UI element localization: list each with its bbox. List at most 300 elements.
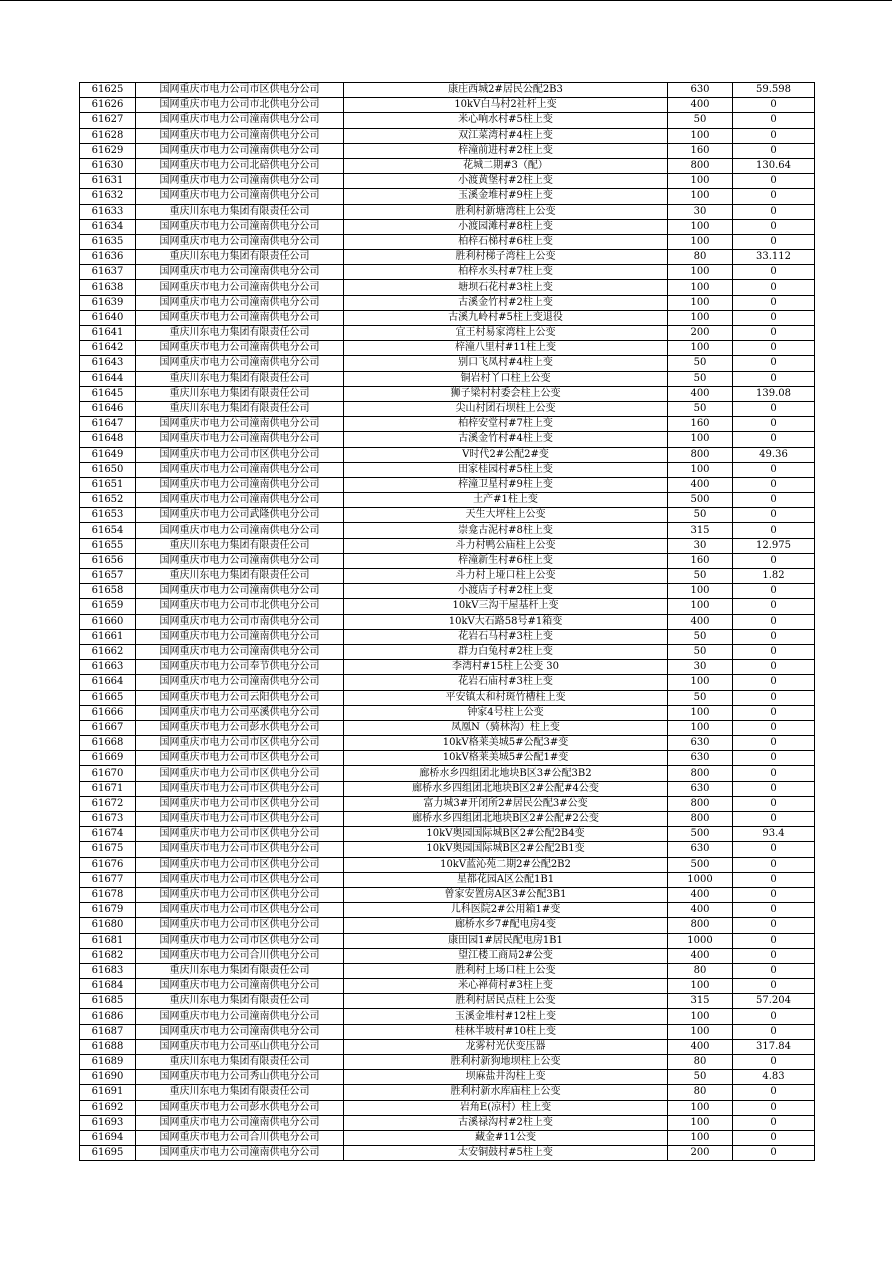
transformer-name-cell: 别口飞凤村#4柱上变	[344, 356, 668, 371]
company-cell: 国网重庆市电力公司市区供电分公司	[136, 872, 344, 887]
value-cell: 4.83	[733, 1070, 815, 1085]
capacity-cell: 50	[668, 629, 733, 644]
table-row	[80, 98, 815, 113]
company-cell: 国网重庆市电力公司潼南供电分公司	[136, 979, 344, 994]
transformer-name-cell: 土产#1柱上变	[344, 493, 668, 508]
table-row	[80, 538, 815, 553]
capacity-cell: 100	[668, 720, 733, 735]
row-id-cell: 61677	[80, 872, 136, 887]
capacity-cell: 100	[668, 295, 733, 310]
transformer-name-cell: 10kV格莱美城5#公配1#变	[344, 751, 668, 766]
capacity-cell: 1000	[668, 933, 733, 948]
capacity-cell: 100	[668, 219, 733, 234]
value-cell: 0	[733, 796, 815, 811]
table-row	[80, 705, 815, 720]
value-cell: 0	[733, 341, 815, 356]
transformer-name-cell: 太安铜鼓村#5柱上变	[344, 1146, 668, 1161]
table-row	[80, 1070, 815, 1085]
value-cell: 0	[733, 280, 815, 295]
transformer-name-cell: 玉溪金堆村#9柱上变	[344, 189, 668, 204]
capacity-cell: 100	[668, 705, 733, 720]
row-id-cell: 61670	[80, 766, 136, 781]
transformer-name-cell: 米心响水村#5柱上变	[344, 113, 668, 128]
value-cell: 0	[733, 979, 815, 994]
value-cell: 0	[733, 432, 815, 447]
company-cell: 国网重庆市电力公司市北供电分公司	[136, 98, 344, 113]
value-cell: 0	[733, 113, 815, 128]
capacity-cell: 800	[668, 447, 733, 462]
value-cell: 93.4	[733, 827, 815, 842]
table-row	[80, 979, 815, 994]
table-row	[80, 1085, 815, 1100]
company-cell: 国网重庆市电力公司潼南供电分公司	[136, 477, 344, 492]
capacity-cell: 100	[668, 174, 733, 189]
company-cell: 国网重庆市电力公司市区供电分公司	[136, 766, 344, 781]
transformer-name-cell: 星都花园A区公配1B1	[344, 872, 668, 887]
capacity-cell: 800	[668, 918, 733, 933]
transformer-name-cell: 斗力村上垭口柱上公变	[344, 569, 668, 584]
table-row	[80, 1039, 815, 1054]
row-id-cell: 61658	[80, 584, 136, 599]
table-row	[80, 690, 815, 705]
table-row	[80, 234, 815, 249]
value-cell: 49.36	[733, 447, 815, 462]
transformer-name-cell: 古溪九岭村#5柱上变退役	[344, 310, 668, 325]
table-row	[80, 569, 815, 584]
transformer-name-cell: 狮子梁村村委会柱上公变	[344, 386, 668, 401]
transformer-name-cell: 尖山村团石坝柱上公变	[344, 401, 668, 416]
company-cell: 国网重庆市电力公司潼南供电分公司	[136, 234, 344, 249]
value-cell: 0	[733, 1100, 815, 1115]
capacity-cell: 200	[668, 326, 733, 341]
capacity-cell: 315	[668, 994, 733, 1009]
value-cell: 0	[733, 629, 815, 644]
row-id-cell: 61639	[80, 295, 136, 310]
table-row	[80, 447, 815, 462]
capacity-cell: 100	[668, 1009, 733, 1024]
capacity-cell: 50	[668, 371, 733, 386]
row-id-cell: 61635	[80, 234, 136, 249]
transformer-name-cell: 梓潼卫星村#9柱上变	[344, 477, 668, 492]
company-cell: 重庆川东电力集团有限责任公司	[136, 1055, 344, 1070]
company-cell: 国网重庆市电力公司潼南供电分公司	[136, 341, 344, 356]
capacity-cell: 800	[668, 796, 733, 811]
value-cell: 0	[733, 477, 815, 492]
transformer-name-cell: 曾家安置房A区3#公配3B1	[344, 887, 668, 902]
table-row	[80, 720, 815, 735]
transformer-name-cell: 桂林半坡村#10柱上变	[344, 1024, 668, 1039]
capacity-cell: 630	[668, 736, 733, 751]
value-cell: 0	[733, 675, 815, 690]
company-cell: 重庆川东电力集团有限责任公司	[136, 371, 344, 386]
company-cell: 国网重庆市电力公司潼南供电分公司	[136, 417, 344, 432]
transformer-name-cell: 小渡店子村#2柱上变	[344, 584, 668, 599]
transformer-name-cell: 胜利村新水库庙柱上公变	[344, 1085, 668, 1100]
capacity-cell: 500	[668, 857, 733, 872]
transformer-name-cell: 钟家4号柱上公变	[344, 705, 668, 720]
table-row	[80, 584, 815, 599]
table-row	[80, 174, 815, 189]
table-body	[80, 83, 815, 1161]
company-cell: 重庆川东电力集团有限责任公司	[136, 386, 344, 401]
row-id-cell: 61672	[80, 796, 136, 811]
capacity-cell: 400	[668, 948, 733, 963]
table-row	[80, 857, 815, 872]
row-id-cell: 61688	[80, 1039, 136, 1054]
transformer-name-cell: 崇龛古泥村#8柱上变	[344, 523, 668, 538]
value-cell: 0	[733, 143, 815, 158]
company-cell: 重庆川东电力集团有限责任公司	[136, 963, 344, 978]
row-id-cell: 61669	[80, 751, 136, 766]
value-cell: 0	[733, 644, 815, 659]
value-cell: 0	[733, 584, 815, 599]
row-id-cell: 61689	[80, 1055, 136, 1070]
row-id-cell: 61644	[80, 371, 136, 386]
transformer-name-cell: 康田园1#居民配电房1B1	[344, 933, 668, 948]
value-cell: 0	[733, 1055, 815, 1070]
transformer-name-cell: 富力城3#开闭所2#居民公配3#公变	[344, 796, 668, 811]
table-row	[80, 113, 815, 128]
capacity-cell: 400	[668, 614, 733, 629]
row-id-cell: 61632	[80, 189, 136, 204]
company-cell: 重庆川东电力集团有限责任公司	[136, 994, 344, 1009]
row-id-cell: 61694	[80, 1130, 136, 1145]
row-id-cell: 61649	[80, 447, 136, 462]
row-id-cell: 61631	[80, 174, 136, 189]
capacity-cell: 50	[668, 690, 733, 705]
transformer-name-cell: 胜利村新塘湾柱上公变	[344, 204, 668, 219]
table-row	[80, 1055, 815, 1070]
value-cell: 0	[733, 1009, 815, 1024]
row-id-cell: 61671	[80, 781, 136, 796]
capacity-cell: 630	[668, 83, 733, 98]
table-row	[80, 660, 815, 675]
row-id-cell: 61646	[80, 401, 136, 416]
value-cell: 0	[733, 1085, 815, 1100]
company-cell: 国网重庆市电力公司潼南供电分公司	[136, 1146, 344, 1161]
company-cell: 国网重庆市电力公司潼南供电分公司	[136, 675, 344, 690]
capacity-cell: 100	[668, 189, 733, 204]
table-row	[80, 401, 815, 416]
value-cell: 0	[733, 326, 815, 341]
value-cell: 59.598	[733, 83, 815, 98]
table-row	[80, 265, 815, 280]
transformer-name-cell: 群力白兔村#2柱上变	[344, 644, 668, 659]
value-cell: 0	[733, 401, 815, 416]
row-id-cell: 61638	[80, 280, 136, 295]
capacity-cell: 80	[668, 250, 733, 265]
row-id-cell: 61663	[80, 660, 136, 675]
value-cell: 0	[733, 690, 815, 705]
row-id-cell: 61686	[80, 1009, 136, 1024]
value-cell: 0	[733, 720, 815, 735]
value-cell: 0	[733, 1024, 815, 1039]
table-row	[80, 493, 815, 508]
company-cell: 国网重庆市电力公司潼南供电分公司	[136, 1024, 344, 1039]
row-id-cell: 61626	[80, 98, 136, 113]
table-row	[80, 781, 815, 796]
row-id-cell: 61627	[80, 113, 136, 128]
value-cell: 1.82	[733, 569, 815, 584]
value-cell: 0	[733, 174, 815, 189]
transformer-name-cell: 梓潼新生村#6柱上变	[344, 553, 668, 568]
transformer-name-cell: 平安镇太和村斑竹槽柱上变	[344, 690, 668, 705]
row-id-cell: 61659	[80, 599, 136, 614]
company-cell: 国网重庆市电力公司市区供电分公司	[136, 796, 344, 811]
transformer-name-cell: 塘坝石花村#3柱上变	[344, 280, 668, 295]
row-id-cell: 61665	[80, 690, 136, 705]
value-cell: 0	[733, 766, 815, 781]
table-row	[80, 553, 815, 568]
value-cell: 0	[733, 553, 815, 568]
transformer-name-cell: 古溪禄沟村#2柱上变	[344, 1115, 668, 1130]
transformer-name-cell: 花岩石马村#3柱上变	[344, 629, 668, 644]
company-cell: 国网重庆市电力公司潼南供电分公司	[136, 584, 344, 599]
company-cell: 国网重庆市电力公司彭水供电分公司	[136, 720, 344, 735]
row-id-cell: 61690	[80, 1070, 136, 1085]
capacity-cell: 30	[668, 538, 733, 553]
transformer-name-cell: 天生大坪柱上公变	[344, 508, 668, 523]
row-id-cell: 61660	[80, 614, 136, 629]
transformer-name-cell: 米心禅荷村#3柱上变	[344, 979, 668, 994]
company-cell: 国网重庆市电力公司潼南供电分公司	[136, 189, 344, 204]
value-cell: 0	[733, 234, 815, 249]
company-cell: 重庆川东电力集团有限责任公司	[136, 250, 344, 265]
row-id-cell: 61636	[80, 250, 136, 265]
table-row	[80, 766, 815, 781]
company-cell: 国网重庆市电力公司彭水供电分公司	[136, 1100, 344, 1115]
company-cell: 国网重庆市电力公司合川供电分公司	[136, 948, 344, 963]
transformer-name-cell: 10kV大石路58号#1箱变	[344, 614, 668, 629]
table-row	[80, 842, 815, 857]
company-cell: 国网重庆市电力公司武隆供电分公司	[136, 508, 344, 523]
capacity-cell: 100	[668, 1100, 733, 1115]
table-row	[80, 128, 815, 143]
value-cell: 0	[733, 523, 815, 538]
capacity-cell: 400	[668, 1039, 733, 1054]
capacity-cell: 50	[668, 1070, 733, 1085]
capacity-cell: 630	[668, 751, 733, 766]
company-cell: 国网重庆市电力公司云阳供电分公司	[136, 690, 344, 705]
capacity-cell: 100	[668, 1024, 733, 1039]
transformer-name-cell: 梓潼八里村#11柱上变	[344, 341, 668, 356]
table-row	[80, 143, 815, 158]
capacity-cell: 500	[668, 827, 733, 842]
value-cell: 0	[733, 736, 815, 751]
table-row	[80, 280, 815, 295]
company-cell: 国网重庆市电力公司市区供电分公司	[136, 83, 344, 98]
row-id-cell: 61628	[80, 128, 136, 143]
table-row	[80, 295, 815, 310]
table-row	[80, 736, 815, 751]
company-cell: 国网重庆市电力公司合川供电分公司	[136, 1130, 344, 1145]
row-id-cell: 61650	[80, 462, 136, 477]
row-id-cell: 61648	[80, 432, 136, 447]
row-id-cell: 61666	[80, 705, 136, 720]
company-cell: 国网重庆市电力公司潼南供电分公司	[136, 280, 344, 295]
value-cell: 0	[733, 842, 815, 857]
row-id-cell: 61678	[80, 887, 136, 902]
company-cell: 国网重庆市电力公司潼南供电分公司	[136, 1115, 344, 1130]
row-id-cell: 61683	[80, 963, 136, 978]
table-row	[80, 629, 815, 644]
value-cell: 0	[733, 963, 815, 978]
transformer-name-cell: 10kV奥园国际城B区2#公配2B4变	[344, 827, 668, 842]
value-cell: 0	[733, 933, 815, 948]
row-id-cell: 61682	[80, 948, 136, 963]
capacity-cell: 200	[668, 1146, 733, 1161]
row-id-cell: 61643	[80, 356, 136, 371]
table-row	[80, 508, 815, 523]
transformer-name-cell: 古溪金竹村#2柱上变	[344, 295, 668, 310]
value-cell: 0	[733, 614, 815, 629]
capacity-cell: 80	[668, 1085, 733, 1100]
value-cell: 0	[733, 356, 815, 371]
transformer-name-cell: 廊桥水乡四组团北地块B区3#公配3B2	[344, 766, 668, 781]
company-cell: 国网重庆市电力公司潼南供电分公司	[136, 462, 344, 477]
company-cell: 国网重庆市电力公司市区供电分公司	[136, 842, 344, 857]
value-cell: 0	[733, 705, 815, 720]
value-cell: 0	[733, 493, 815, 508]
transformer-name-cell: 10kV蓝沁苑二期2#公配2B2	[344, 857, 668, 872]
capacity-cell: 400	[668, 903, 733, 918]
transformer-name-cell: 斗力村鸭公庙柱上公变	[344, 538, 668, 553]
capacity-cell: 80	[668, 963, 733, 978]
capacity-cell: 100	[668, 599, 733, 614]
table-row	[80, 918, 815, 933]
table-row	[80, 1115, 815, 1130]
capacity-cell: 100	[668, 265, 733, 280]
transformer-name-cell: 藏金#11公变	[344, 1130, 668, 1145]
row-id-cell: 61651	[80, 477, 136, 492]
company-cell: 国网重庆市电力公司潼南供电分公司	[136, 493, 344, 508]
value-cell: 0	[733, 462, 815, 477]
value-cell: 0	[733, 751, 815, 766]
capacity-cell: 400	[668, 98, 733, 113]
table-row	[80, 477, 815, 492]
capacity-cell: 100	[668, 584, 733, 599]
table-row	[80, 1146, 815, 1161]
company-cell: 国网重庆市电力公司北碚供电分公司	[136, 158, 344, 173]
table-row	[80, 1009, 815, 1024]
transformer-name-cell: 田家桂园村#5柱上变	[344, 462, 668, 477]
value-cell: 0	[733, 887, 815, 902]
capacity-cell: 800	[668, 812, 733, 827]
capacity-cell: 80	[668, 1055, 733, 1070]
capacity-cell: 50	[668, 113, 733, 128]
transformer-name-cell: 胜利村上场口柱上公变	[344, 963, 668, 978]
capacity-cell: 315	[668, 523, 733, 538]
transformer-name-cell: 岩角E(凉村）柱上变	[344, 1100, 668, 1115]
transformer-name-cell: 廊桥水乡四组团北地块B区2#公配#4公变	[344, 781, 668, 796]
transformer-name-cell: 铜岩村丫口柱上公变	[344, 371, 668, 386]
row-id-cell: 61687	[80, 1024, 136, 1039]
company-cell: 国网重庆市电力公司市北供电分公司	[136, 599, 344, 614]
transformer-name-cell: 胜利村梯子湾柱上公变	[344, 250, 668, 265]
value-cell: 0	[733, 872, 815, 887]
table-row	[80, 189, 815, 204]
row-id-cell: 61684	[80, 979, 136, 994]
capacity-cell: 100	[668, 234, 733, 249]
value-cell: 33.112	[733, 250, 815, 265]
table-row	[80, 963, 815, 978]
company-cell: 国网重庆市电力公司潼南供电分公司	[136, 553, 344, 568]
row-id-cell: 61642	[80, 341, 136, 356]
value-cell: 0	[733, 948, 815, 963]
row-id-cell: 61657	[80, 569, 136, 584]
transformer-name-cell: 廊桥水乡四组团北地块B区2#公配#2公变	[344, 812, 668, 827]
table-row	[80, 204, 815, 219]
company-cell: 重庆川东电力集团有限责任公司	[136, 204, 344, 219]
capacity-cell: 400	[668, 386, 733, 401]
capacity-cell: 30	[668, 660, 733, 675]
company-cell: 重庆川东电力集团有限责任公司	[136, 1085, 344, 1100]
capacity-cell: 500	[668, 493, 733, 508]
transformer-name-cell: 胜利村新狗地坝柱上公变	[344, 1055, 668, 1070]
value-cell: 0	[733, 812, 815, 827]
table-row	[80, 417, 815, 432]
table-row	[80, 341, 815, 356]
transformer-name-cell: 梓潼前进村#2柱上变	[344, 143, 668, 158]
transformer-name-cell: 儿科医院2#公用箱1#变	[344, 903, 668, 918]
transformer-table	[79, 82, 815, 1161]
company-cell: 国网重庆市电力公司巫溪供电分公司	[136, 705, 344, 720]
transformer-name-cell: 花岩石庙村#3柱上变	[344, 675, 668, 690]
row-id-cell: 61661	[80, 629, 136, 644]
transformer-name-cell: 廊桥水乡7#配电房4变	[344, 918, 668, 933]
value-cell: 0	[733, 265, 815, 280]
table-row	[80, 326, 815, 341]
row-id-cell: 61693	[80, 1115, 136, 1130]
table-row	[80, 872, 815, 887]
row-id-cell: 61674	[80, 827, 136, 842]
row-id-cell: 61654	[80, 523, 136, 538]
row-id-cell: 61668	[80, 736, 136, 751]
transformer-name-cell: 小渡园滩村#8柱上变	[344, 219, 668, 234]
capacity-cell: 100	[668, 310, 733, 325]
table-row	[80, 371, 815, 386]
company-cell: 国网重庆市电力公司奉节供电分公司	[136, 660, 344, 675]
transformer-name-cell: 古溪金竹村#4柱上变	[344, 432, 668, 447]
company-cell: 国网重庆市电力公司潼南供电分公司	[136, 1009, 344, 1024]
transformer-name-cell: 凤凰N（骑林沟）柱上变	[344, 720, 668, 735]
row-id-cell: 61653	[80, 508, 136, 523]
capacity-cell: 160	[668, 553, 733, 568]
row-id-cell: 61685	[80, 994, 136, 1009]
transformer-name-cell: 李湾村#15柱上公变 30	[344, 660, 668, 675]
company-cell: 国网重庆市电力公司市区供电分公司	[136, 857, 344, 872]
company-cell: 重庆川东电力集团有限责任公司	[136, 569, 344, 584]
row-id-cell: 61662	[80, 644, 136, 659]
company-cell: 国网重庆市电力公司潼南供电分公司	[136, 629, 344, 644]
capacity-cell: 630	[668, 842, 733, 857]
table-row	[80, 751, 815, 766]
value-cell: 139.08	[733, 386, 815, 401]
value-cell: 0	[733, 660, 815, 675]
capacity-cell: 100	[668, 1130, 733, 1145]
value-cell: 0	[733, 310, 815, 325]
transformer-name-cell: 双江菜湾村#4柱上变	[344, 128, 668, 143]
table-row	[80, 83, 815, 98]
value-cell: 12.975	[733, 538, 815, 553]
capacity-cell: 100	[668, 128, 733, 143]
row-id-cell: 61675	[80, 842, 136, 857]
value-cell: 0	[733, 599, 815, 614]
company-cell: 国网重庆市电力公司潼南供电分公司	[136, 432, 344, 447]
capacity-cell: 100	[668, 1115, 733, 1130]
company-cell: 国网重庆市电力公司市区供电分公司	[136, 781, 344, 796]
company-cell: 国网重庆市电力公司潼南供电分公司	[136, 523, 344, 538]
